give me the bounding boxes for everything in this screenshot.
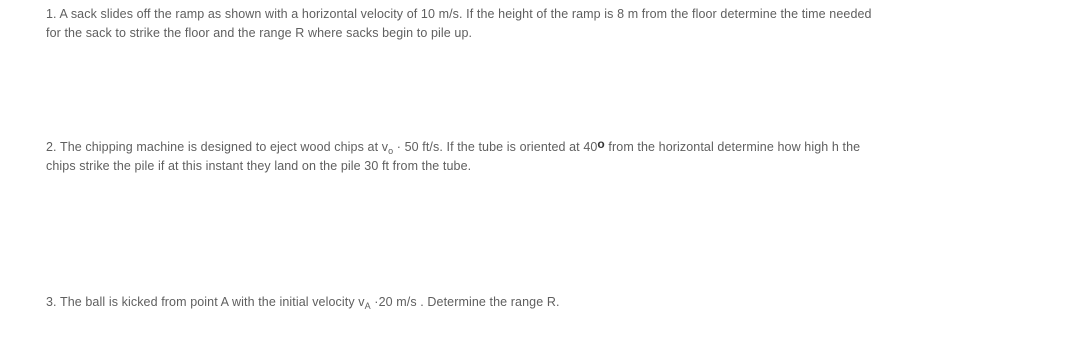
problem-3-text-b: ·20 m/s . Determine the range R.	[370, 295, 560, 309]
degree-superscript: o	[597, 137, 605, 151]
problem-2-text-b: · 50 ft/s. If the tube is oriented at 40	[393, 140, 598, 154]
problem-2-text-a: 2. The chipping machine is designed to eject wood chips at v	[46, 140, 389, 154]
problem-3-line-1	[46, 293, 1046, 312]
problem-1	[46, 5, 1046, 43]
problem-1-line-2: for the sack to strike the floor and the range R where sacks begin to pile up.	[46, 26, 473, 40]
problem-3	[46, 293, 1046, 312]
problem-2-line-2: chips strike the pile if at this instant they land on the pile 30 ft from the tube.	[46, 159, 472, 173]
problem-1-line-1: 1. A sack slides off the ramp as shown with a horizontal velocity of 10 m/s. If the height of the ramp is 8 m from the floor determine the time needed	[46, 7, 872, 21]
problem-2-line-1	[46, 138, 1046, 157]
problem-3-text-a: 3. The ball is kicked from point A with the initial velocity v	[46, 295, 365, 309]
problem-2-text-c: from the horizontal determine how high h the	[604, 140, 861, 154]
velocity-subscript: A	[364, 301, 371, 311]
problem-2	[46, 138, 1046, 176]
velocity-subscript: o	[388, 146, 394, 156]
